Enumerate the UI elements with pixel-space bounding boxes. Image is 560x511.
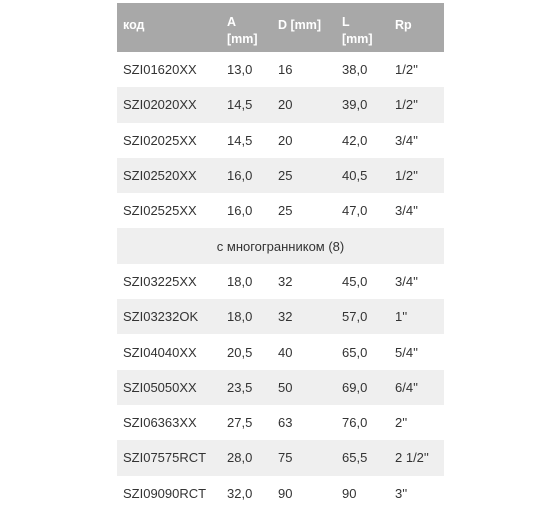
cell-a: 18,0: [227, 273, 253, 289]
cell-rp: 3/4'': [395, 273, 419, 289]
cell-l: 90: [342, 485, 357, 501]
header-l-unit: [mm]: [342, 32, 373, 46]
cell-code: SZI01620XX: [123, 62, 197, 78]
cell-d: 20: [278, 132, 293, 148]
header-l: [336, 3, 389, 52]
cell-d: 16: [278, 62, 293, 78]
cell-rp: 1'': [395, 309, 408, 325]
header-rp: [389, 3, 444, 52]
header-code: [117, 3, 221, 52]
cell-d: 40: [278, 344, 293, 360]
cell-code: SZI09090RCT: [123, 485, 207, 501]
cell-rp: 2'': [395, 415, 408, 431]
product-table: [117, 3, 444, 511]
cell-rp: 1/2'': [395, 168, 419, 184]
cell-rp: 5/4'': [395, 344, 419, 360]
table-body: [117, 52, 444, 511]
table-row: [117, 299, 444, 334]
section-row: [117, 228, 444, 263]
cell-a: 32,0: [227, 485, 253, 501]
cell-l: 76,0: [342, 415, 368, 431]
cell-a: 18,0: [227, 309, 253, 325]
section-label: с многогранником (8): [216, 238, 345, 254]
cell-code: SZI04040XX: [123, 344, 197, 360]
cell-a: 28,0: [227, 450, 253, 466]
header-a: [221, 3, 272, 52]
cell-d: 25: [278, 203, 293, 219]
cell-l: 39,0: [342, 97, 368, 113]
cell-d: 63: [278, 415, 293, 431]
cell-a: 16,0: [227, 168, 253, 184]
cell-code: SZI02025XX: [123, 132, 197, 148]
header-l-label: L: [342, 15, 350, 29]
cell-d: 90: [278, 485, 293, 501]
cell-code: SZI06363XX: [123, 415, 197, 431]
cell-d: 32: [278, 309, 293, 325]
cell-rp: 3/4'': [395, 203, 419, 219]
cell-rp: 1/2'': [395, 62, 419, 78]
cell-rp: 1/2'': [395, 97, 419, 113]
cell-a: 13,0: [227, 62, 253, 78]
cell-code: SZI02020XX: [123, 97, 197, 113]
cell-a: 14,5: [227, 97, 253, 113]
cell-code: SZI03225XX: [123, 273, 197, 289]
header-code-label: код: [123, 18, 145, 32]
table-row: [117, 405, 444, 440]
cell-d: 32: [278, 273, 293, 289]
cell-d: 20: [278, 97, 293, 113]
table-row: [117, 52, 444, 87]
cell-code: SZI07575RCT: [123, 450, 207, 466]
cell-l: 45,0: [342, 273, 368, 289]
cell-a: 23,5: [227, 379, 253, 395]
cell-l: 47,0: [342, 203, 368, 219]
cell-l: 57,0: [342, 309, 368, 325]
cell-l: 38,0: [342, 62, 368, 78]
cell-code: SZI03232OK: [123, 309, 199, 325]
header-d: [272, 3, 336, 52]
cell-rp: 6/4'': [395, 379, 419, 395]
table-row: [117, 334, 444, 369]
cell-rp: 3'': [395, 485, 408, 501]
header-row: [117, 3, 444, 52]
header-a-label: A: [227, 15, 237, 29]
cell-code: SZI02520XX: [123, 168, 197, 184]
cell-d: 75: [278, 450, 293, 466]
cell-a: 14,5: [227, 132, 253, 148]
cell-l: 65,5: [342, 450, 368, 466]
cell-l: 42,0: [342, 132, 368, 148]
cell-code: SZI02525XX: [123, 203, 197, 219]
cell-a: 20,5: [227, 344, 253, 360]
table-row: [117, 87, 444, 122]
table-row: [117, 193, 444, 228]
table-row: [117, 158, 444, 193]
header-rp-label: Rp: [395, 18, 412, 32]
table-row: [117, 123, 444, 158]
cell-a: 27,5: [227, 415, 253, 431]
cell-l: 69,0: [342, 379, 368, 395]
cell-rp: 3/4'': [395, 132, 419, 148]
product-table-container: [117, 3, 444, 511]
cell-l: 40,5: [342, 168, 368, 184]
table-header: [117, 3, 444, 52]
header-a-unit: [mm]: [227, 32, 258, 46]
table-row: [117, 264, 444, 299]
cell-d: 25: [278, 168, 293, 184]
cell-d: 50: [278, 379, 293, 395]
cell-a: 16,0: [227, 203, 253, 219]
cell-code: SZI05050XX: [123, 379, 197, 395]
table-row: [117, 440, 444, 475]
cell-l: 65,0: [342, 344, 368, 360]
table-row: [117, 370, 444, 405]
cell-rp: 2 1/2'': [395, 450, 429, 466]
table-row: [117, 476, 444, 511]
header-d-label: D [mm]: [278, 18, 322, 32]
